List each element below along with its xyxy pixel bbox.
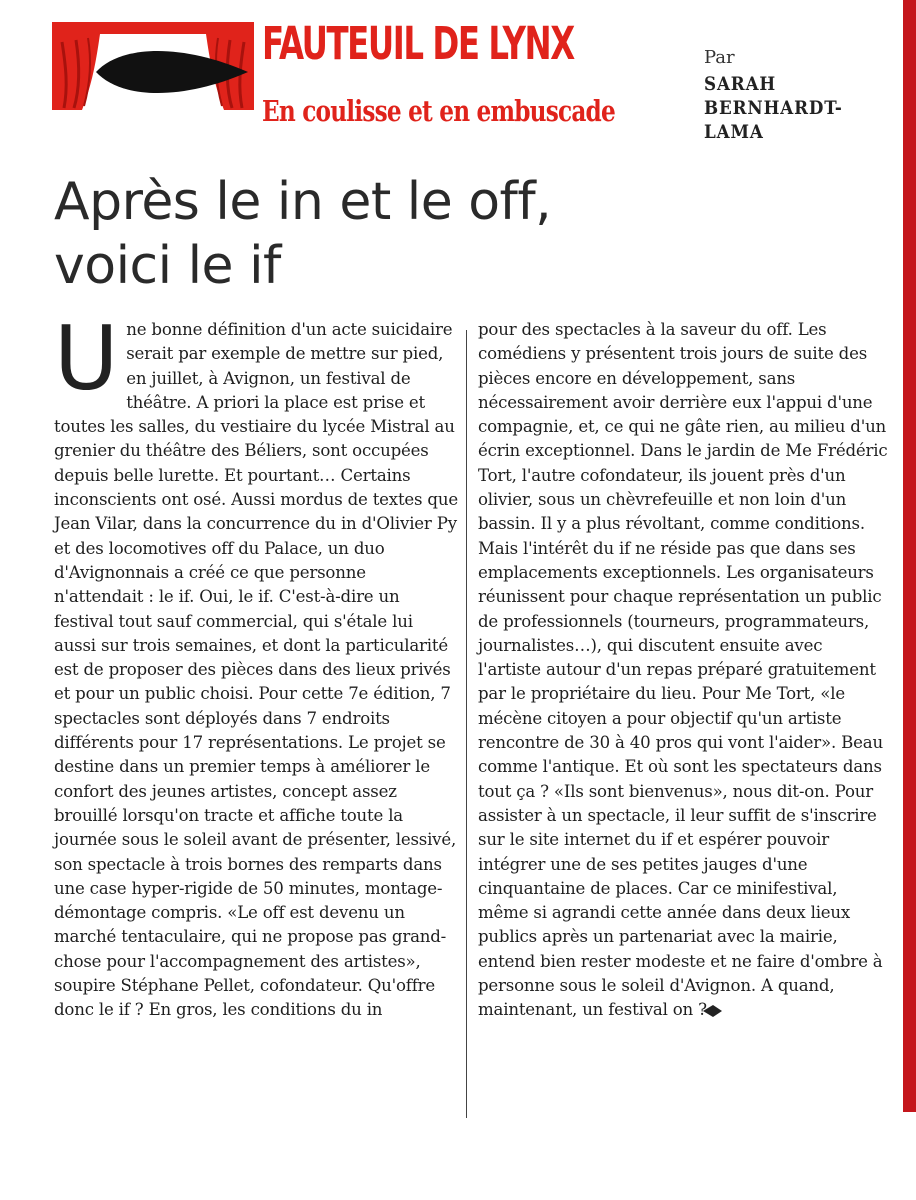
byline-author: SARAH BERNHARDT-LAMA bbox=[704, 73, 843, 143]
article-headline: Après le in et le off, voici le if bbox=[54, 172, 552, 296]
article-paragraph: ne bonne définition d'un acte suicidaire serait par exemple de mettre sur pied, en juillet, à Avignon, un festival de théâtre. A priori la place est prise et toutes les salles, du vestiaire du lycée Mistral au grenier du théâtre des Béliers, sont occupées depuis belle lurette. Et pourtant… Certains inconscients ont osé. Aussi mordus de textes que Jean Vilar, dans la concurrence du in d'Olivier Py et des locomotives off du Palace, un duo d'Avignonnais a créé ce que personne n'attendait : le if. Oui, le if. C'est-à-dire un festival tout sauf commercial, qui s'étale lui aussi sur trois semaines, et dont la particularité est de proposer des pièces dans des lieux privés et pour un public choisi. Pour cette 7e édition, 7 spectacles sont déployés dans 7 endroits différents pour 17 représentations. Le projet se destine dans un premier temps à améliorer le confort des jeunes artistes, concept assez brouillé lorsqu'on tracte et affiche toute la journée sous le soleil avant de présenter, lessivé, son spectacle à trois bornes des remparts dans une case hyper-rigide de 50 minutes, montage-démontage compris. «Le off est devenu un marché tentaculaire, qui ne propose pas grand-chose pour l'accompagnement des artistes», soupire Stéphane Pellet, cofondateur. Qu'offre donc le if ? En gros, les conditions du in bbox=[54, 320, 458, 1020]
article-paragraph: pour des spectacles à la saveur du off. Les comédiens y présentent trois jours de suite des pièces encore en développement, sans nécessairement avoir derrière eux l'appui d'une compagnie, et, ce qui ne gâte rien, au milieu d'un écrin exceptionnel. Dans le jardin de Me Frédéric Tort, l'autre cofondateur, ils jouent près d'un olivier, sous un chèvrefeuille et non loin d'un bassin. Il y a plus révoltant, comme conditions. bbox=[478, 320, 888, 534]
rubric-subtitle: En coulisse et en embuscade bbox=[262, 94, 615, 128]
column-divider bbox=[466, 330, 467, 1118]
end-of-article-icon bbox=[713, 1005, 722, 1017]
drop-cap: U bbox=[54, 307, 119, 410]
article-paragraph-text: Mais l'intérêt du if ne réside pas que dans ses emplacements exceptionnels. Les organisateurs réunissent pour chaque représentation un public de professionnels (tourneurs, programmateurs, journalistes…), qui discutent ensuite avec l'artiste autour d'un repas préparé gratuitement par le propriétaire du lieu. Pour Me Tort, «le mécène citoyen a pour objectif qu'un artiste rencontre de 30 à 40 pros qui vont l'aider». Beau comme l'antique. Et où sont les spectateurs dans tout ça ? «Ils sont bienvenus», nous dit-on. Pour assister à un spectacle, il leur suffit de s'inscrire sur le site internet du if et espérer pouvoir intégrer une de ses petites jauges d'une cinquantaine de places. Car ce minifestival, même si agrandi cette année dans deux lieux publics après un partenariat avec la mairie, entend bien rester modeste et ne faire d'ombre à personne sous le soleil d'Avignon. A quand, maintenant, un festival on ? bbox=[478, 538, 883, 1020]
article-column-left bbox=[54, 307, 458, 1023]
article-paragraph bbox=[478, 537, 888, 1023]
byline-label: Par bbox=[704, 47, 735, 68]
article-column-right bbox=[478, 318, 888, 1023]
page-edge-bar bbox=[903, 0, 916, 1112]
theatre-curtain-eye-icon bbox=[52, 22, 254, 112]
rubric-logo bbox=[52, 22, 254, 112]
rubric-title: FAUTEUIL DE LYNX bbox=[262, 17, 574, 70]
